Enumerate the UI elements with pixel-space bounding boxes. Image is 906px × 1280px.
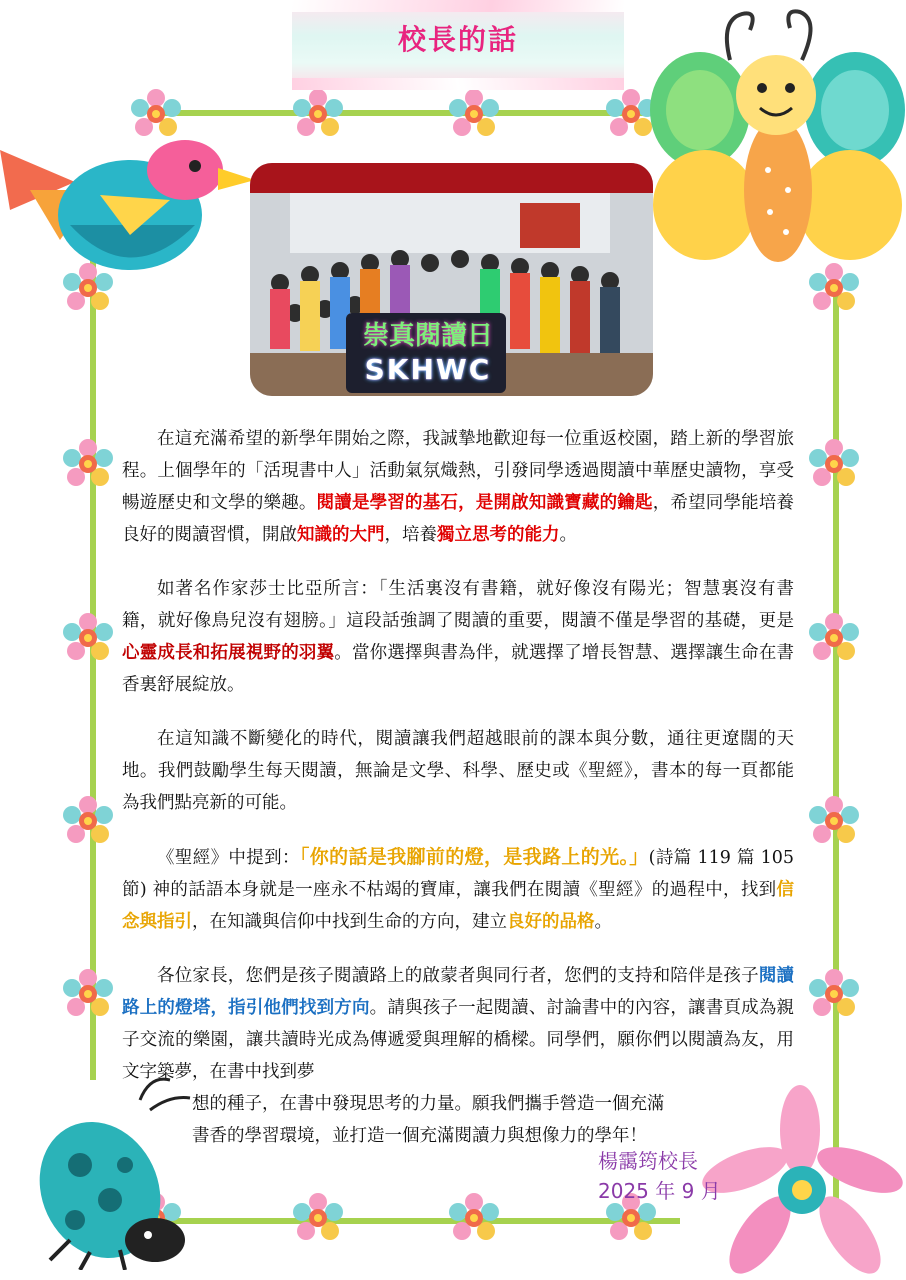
photo-sign-code: SKHWC xyxy=(364,353,492,386)
text: 。 xyxy=(594,912,612,932)
scripture-quote: 「你的話是我腳前的燈，是我路上的光。」 xyxy=(299,846,649,868)
text: 《聖經》中提到： xyxy=(157,848,300,868)
highlight: 知識的大門 xyxy=(297,525,385,545)
paragraph-5-indented-line: 書香的學習環境，並打造一個充滿閱讀力與想像力的學年！ xyxy=(192,1126,647,1146)
text: 。當你選擇與書為伴，就選擇了增長智慧、選擇讓生命在書香裏舒展綻放。 xyxy=(122,643,795,695)
flower-icon xyxy=(292,1192,344,1244)
highlight: 心靈成長和拓展視野的羽翼 xyxy=(122,643,335,663)
text: ，在知識與信仰中找到生命的方向，建立 xyxy=(192,912,507,932)
highlight: 閱讀路上的燈塔，指引他們找到方向 xyxy=(122,966,795,1018)
paragraph-2 xyxy=(122,573,794,701)
paragraph-4 xyxy=(122,841,794,938)
bird-icon xyxy=(0,130,260,280)
flower-icon xyxy=(62,612,114,664)
text: (詩篇 119 篇 105 節) 神的話語本身就是一座永不枯竭的寶庫，讓我們在閱讀《聖經》的過程中，找到 xyxy=(122,848,794,900)
highlight: 獨立思考的能力 xyxy=(437,525,560,545)
paragraph-5 xyxy=(122,960,794,1088)
frame-top-line xyxy=(160,110,670,116)
highlight: 良好的品格 xyxy=(507,912,595,932)
text: 各位家長，您們是孩子閱讀路上的啟蒙者與同行者，您們的支持和陪伴是孩子 xyxy=(157,966,759,986)
butterfly-icon xyxy=(650,0,906,270)
flower-icon xyxy=(808,438,860,490)
frame-right-line xyxy=(833,290,839,1210)
ladybug-icon xyxy=(30,1070,210,1270)
text: ，希望同學能培養良好的閱讀習慣，開啟 xyxy=(122,493,795,545)
text: ，培養 xyxy=(384,525,437,545)
flower-icon xyxy=(62,968,114,1020)
text: 在這充滿希望的新學年開始之際，我誠摯地歡迎每一位重返校園，踏上新的學習旅程。上個學年的「活現書中人」活動氣氛熾熱，引發同學透過閱讀中華歷史讀物，享受暢遊歷史和文學的樂趣。 xyxy=(122,429,794,513)
paragraph-5-indented-line: 想的種子，在書中發現思考的力量。願我們攜手營造一個充滿 xyxy=(192,1094,665,1114)
frame-bottom-line xyxy=(160,1218,680,1224)
flower-icon xyxy=(62,795,114,847)
flower-icon xyxy=(62,438,114,490)
event-photo xyxy=(250,163,653,396)
text: 。 xyxy=(559,525,577,545)
highlight: 信念與指引 xyxy=(122,880,794,932)
text: 如著名作家莎士比亞所言：「生活裏沒有書籍，就好像沒有陽光；智慧裏沒有書籍，就好像鳥兒沒有翅膀。」這段話強調了閱讀的重要，閱讀不僅是學習的基礎，更是 xyxy=(122,579,794,631)
page-title: 校長的話 xyxy=(397,23,518,56)
text: 在這知識不斷變化的時代，閱讀讓我們超越眼前的課本與分數，通往更遼闊的天地。我們鼓勵學生每天閱讀，無論是文學、科學、歷史或《聖經》，書本的每一頁都能為我們點亮新的可能。 xyxy=(122,729,794,813)
flower-icon xyxy=(808,612,860,664)
title-banner xyxy=(292,0,624,90)
frame-left-line xyxy=(90,250,96,1080)
flower-icon xyxy=(448,88,500,140)
paragraph-3 xyxy=(122,723,794,819)
flower-icon xyxy=(292,88,344,140)
paragraph-1 xyxy=(122,423,794,551)
principal-name: 楊靄筠校長 xyxy=(598,1149,698,1173)
flower-icon xyxy=(808,968,860,1020)
highlight: 閱讀是學習的基石，是開啟知識寶藏的鑰匙 xyxy=(316,493,653,513)
lily-flower-icon xyxy=(700,1085,906,1280)
signature-date: 2025 年 9 月 xyxy=(598,1179,721,1203)
signature xyxy=(598,1146,721,1206)
letter-body xyxy=(122,423,794,1152)
flower-icon xyxy=(448,1192,500,1244)
text: 。請與孩子一起閱讀、討論書中的內容，讓書頁成為親子交流的樂園，讓共讀時光成為傳遞愛與理解的橋樑。同學們，願你們以閱讀為友，用文字築夢，在書中找到夢 xyxy=(122,998,795,1082)
photo-sign-text: 崇真閱讀日 xyxy=(362,321,493,351)
flower-icon xyxy=(808,795,860,847)
